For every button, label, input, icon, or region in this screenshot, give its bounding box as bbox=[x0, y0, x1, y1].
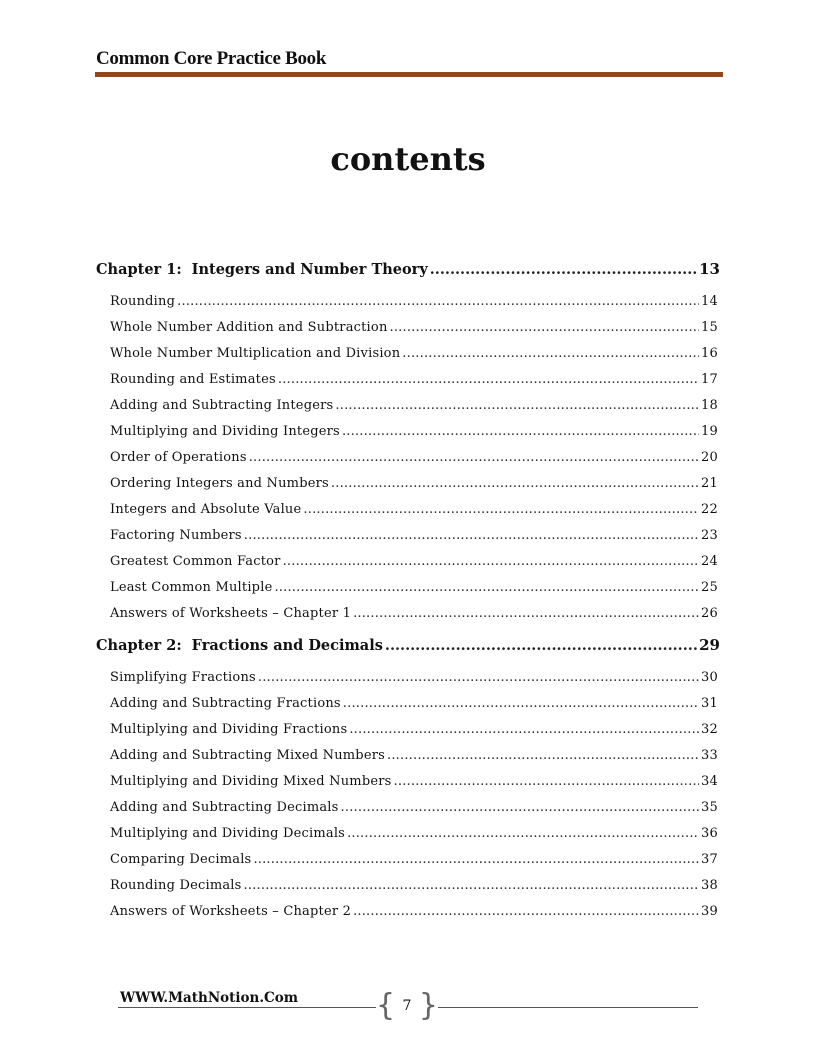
chapter-title: Integers and Number Theory bbox=[191, 261, 428, 278]
right-brace-icon: } bbox=[418, 988, 438, 1023]
dot-leader bbox=[353, 899, 699, 925]
toc-section-entry[interactable] bbox=[96, 549, 720, 575]
toc-section-entry[interactable] bbox=[96, 523, 720, 549]
dot-leader bbox=[253, 847, 699, 873]
section-page-number: 14 bbox=[701, 294, 718, 309]
section-title: Answers of Worksheets – Chapter 2 bbox=[110, 904, 352, 919]
dot-leader bbox=[249, 445, 699, 471]
section-page-number: 18 bbox=[701, 398, 718, 413]
dot-leader bbox=[385, 632, 697, 660]
footer-url[interactable]: WWW.MathNotion.Com bbox=[120, 990, 299, 1006]
toc-section-entry[interactable] bbox=[96, 497, 720, 523]
chapter-number: Chapter 1: bbox=[96, 261, 182, 278]
section-page-number: 15 bbox=[701, 320, 718, 335]
section-page-number: 22 bbox=[701, 502, 718, 517]
toc-section-entry[interactable] bbox=[96, 873, 720, 899]
toc-section-entry[interactable] bbox=[96, 367, 720, 393]
toc-section-entry[interactable] bbox=[96, 471, 720, 497]
section-title: Factoring Numbers bbox=[110, 528, 242, 543]
toc-section-entry[interactable] bbox=[96, 821, 720, 847]
section-title: Adding and Subtracting Integers bbox=[110, 398, 334, 413]
dot-leader bbox=[349, 717, 699, 743]
table-of-contents bbox=[96, 255, 720, 925]
toc-section-entry[interactable] bbox=[96, 315, 720, 341]
chapter-block-1 bbox=[96, 255, 720, 627]
dot-leader bbox=[402, 341, 699, 367]
section-page-number: 31 bbox=[701, 696, 718, 711]
section-page-number: 25 bbox=[701, 580, 718, 595]
section-page-number: 39 bbox=[701, 904, 718, 919]
dot-leader bbox=[331, 471, 699, 497]
section-page-number: 16 bbox=[701, 346, 718, 361]
dot-leader bbox=[278, 367, 699, 393]
section-title: Rounding Decimals bbox=[110, 878, 242, 893]
toc-section-entry[interactable] bbox=[96, 665, 720, 691]
page-title: contents bbox=[330, 140, 486, 178]
section-page-number: 37 bbox=[701, 852, 718, 867]
section-page-number: 33 bbox=[701, 748, 718, 763]
dot-leader bbox=[342, 419, 699, 445]
dot-leader bbox=[390, 315, 700, 341]
dot-leader bbox=[244, 873, 700, 899]
chapter-page-number: 13 bbox=[699, 260, 720, 278]
section-title: Rounding and Estimates bbox=[110, 372, 276, 387]
dot-leader bbox=[347, 821, 699, 847]
section-title: Ordering Integers and Numbers bbox=[110, 476, 329, 491]
section-title: Order of Operations bbox=[110, 450, 247, 465]
toc-section-entry[interactable] bbox=[96, 795, 720, 821]
section-title: Greatest Common Factor bbox=[110, 554, 281, 569]
toc-section-entry[interactable] bbox=[96, 445, 720, 471]
section-title: Adding and Subtracting Fractions bbox=[110, 696, 341, 711]
toc-section-entry[interactable] bbox=[96, 601, 720, 627]
section-title: Integers and Absolute Value bbox=[110, 502, 302, 517]
section-title: Adding and Subtracting Mixed Numbers bbox=[110, 748, 385, 763]
toc-section-entry[interactable] bbox=[96, 691, 720, 717]
section-page-number: 34 bbox=[701, 774, 718, 789]
dot-leader bbox=[343, 691, 699, 717]
dot-leader bbox=[274, 575, 699, 601]
page-number: 7 bbox=[376, 998, 438, 1014]
section-title: Whole Number Multiplication and Division bbox=[110, 346, 401, 361]
dot-leader bbox=[335, 393, 699, 419]
toc-chapter-entry[interactable] bbox=[96, 631, 720, 659]
chapter-number: Chapter 2: bbox=[96, 637, 182, 654]
section-page-number: 19 bbox=[701, 424, 718, 439]
dot-leader bbox=[387, 743, 699, 769]
toc-section-entry[interactable] bbox=[96, 717, 720, 743]
section-title: Multiplying and Dividing Decimals bbox=[110, 826, 346, 841]
toc-section-entry[interactable] bbox=[96, 899, 720, 925]
dot-leader bbox=[303, 497, 699, 523]
toc-section-entry[interactable] bbox=[96, 393, 720, 419]
toc-section-entry[interactable] bbox=[96, 575, 720, 601]
section-page-number: 21 bbox=[701, 476, 718, 491]
toc-section-entry[interactable] bbox=[96, 341, 720, 367]
chapter-title: Fractions and Decimals bbox=[191, 637, 383, 654]
toc-section-entry[interactable] bbox=[96, 847, 720, 873]
section-page-number: 32 bbox=[701, 722, 718, 737]
chapter-block-2 bbox=[96, 631, 720, 925]
section-page-number: 30 bbox=[701, 670, 718, 685]
section-title: Least Common Multiple bbox=[110, 580, 273, 595]
section-page-number: 24 bbox=[701, 554, 718, 569]
section-title: Multiplying and Dividing Integers bbox=[110, 424, 340, 439]
toc-section-entry[interactable] bbox=[96, 289, 720, 315]
dot-leader bbox=[283, 549, 699, 575]
section-title: Multiplying and Dividing Mixed Numbers bbox=[110, 774, 392, 789]
header-rule bbox=[95, 72, 723, 77]
dot-leader bbox=[353, 601, 699, 627]
book-title: Common Core Practice Book bbox=[96, 48, 327, 69]
section-page-number: 17 bbox=[701, 372, 718, 387]
toc-chapter-entry[interactable] bbox=[96, 255, 720, 283]
dot-leader bbox=[258, 665, 699, 691]
section-page-number: 20 bbox=[701, 450, 718, 465]
section-page-number: 36 bbox=[701, 826, 718, 841]
section-page-number: 35 bbox=[701, 800, 718, 815]
section-title: Simplifying Fractions bbox=[110, 670, 256, 685]
section-title: Whole Number Addition and Subtraction bbox=[110, 320, 388, 335]
section-title: Multiplying and Dividing Fractions bbox=[110, 722, 348, 737]
section-title: Answers of Worksheets – Chapter 1 bbox=[110, 606, 352, 621]
dot-leader bbox=[394, 769, 700, 795]
section-title: Comparing Decimals bbox=[110, 852, 252, 867]
toc-section-entry[interactable] bbox=[96, 769, 720, 795]
section-page-number: 23 bbox=[701, 528, 718, 543]
section-page-number: 38 bbox=[701, 878, 718, 893]
page-number-box bbox=[376, 990, 438, 1024]
toc-section-entry[interactable] bbox=[96, 419, 720, 445]
left-brace-icon: { bbox=[376, 988, 396, 1023]
dot-leader bbox=[430, 256, 697, 284]
dot-leader bbox=[244, 523, 699, 549]
toc-section-entry[interactable] bbox=[96, 743, 720, 769]
section-page-number: 26 bbox=[701, 606, 718, 621]
dot-leader bbox=[341, 795, 700, 821]
dot-leader bbox=[177, 289, 699, 315]
section-title: Adding and Subtracting Decimals bbox=[110, 800, 339, 815]
chapter-page-number: 29 bbox=[699, 636, 720, 654]
section-title: Rounding bbox=[110, 294, 176, 309]
